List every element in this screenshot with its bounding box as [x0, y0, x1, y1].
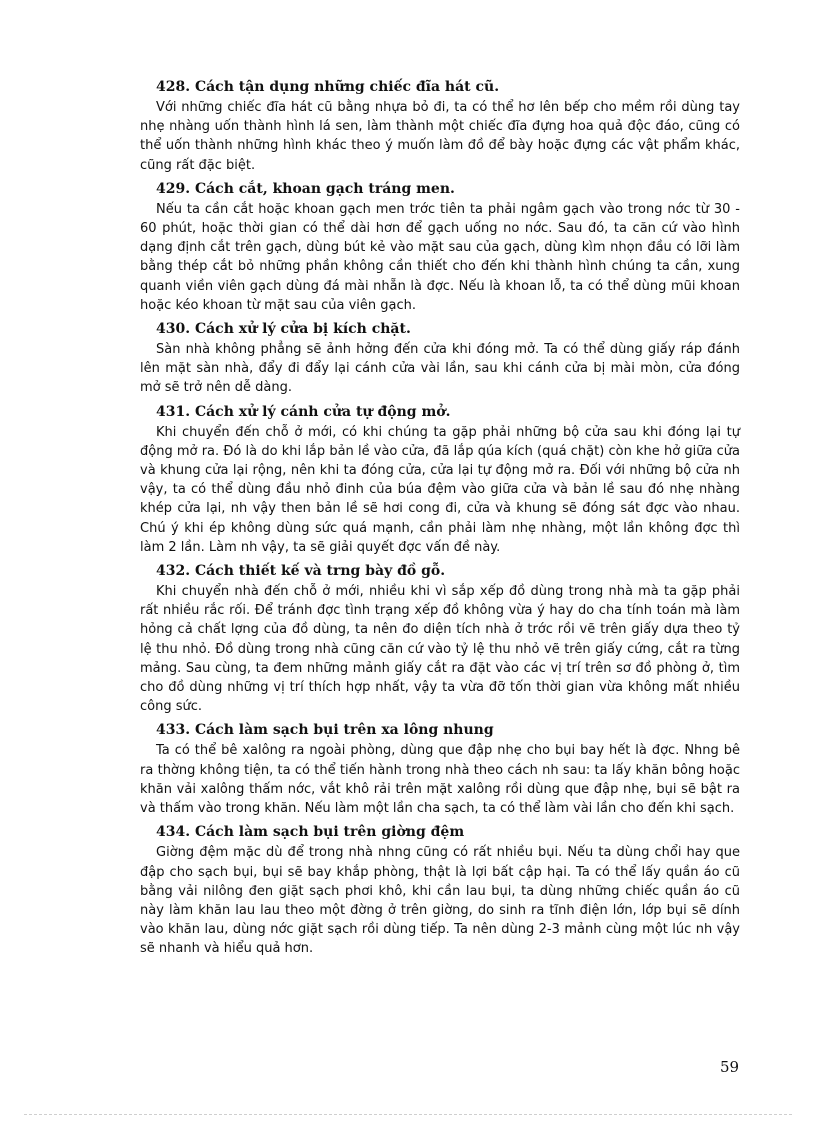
section-body-429: Nếu ta cần cắt hoặc khoan gạch men trớc tiên ta phải ngâm gạch vào trong nớc từ 30 - 60 phút, hoặc thời gian có thể dài hơn để gạch uống no nớc. Sau đó, ta căn cứ vào hình dạng định cắt trên gạch, dùng bút kẻ vào mặt sau của gạch, dùng kìm nhọn đầu có lỡi làm bằng thép cắt bỏ những phần không cần thiết cho đến khi thành hình chúng ta cần, xung quanh viền viên gạch dùng đá mài nhẵn là đợc. Nếu là khoan lỗ, ta có thể dùng mũi khoan hoặc kéo khoan từ mặt sau của viên gạch. — [140, 201, 740, 313]
section-body-433: Ta có thể bê xalông ra ngoài phòng, dùng que đập nhẹ cho bụi bay hết là đợc. Nhng bê ra thờng không tiện, ta có thể tiến hành trong nhà theo cách nh sau: ta lấy khăn bông hoặc khăn vải xalông thấm nớc, vắt khô rải trên mặt xalông rồi dùng que đập nhẹ, bụi sẽ bật ra và thấm vào trong khăn. Nếu làm một lần cha sạch, ta có thể làm vài lần cho đến khi sạch. — [140, 743, 740, 817]
section-body-434: Giờng đệm mặc dù để trong nhà nhng cũng có rất nhiều bụi. Nếu ta dùng chổi hay que đập cho sạch bụi, bụi sẽ bay khắp phòng, thật là lợi bất cập hại. Ta có thể lấy quần áo cũ bằng vải nilông đen giặt sạch phơi khô, khi cần lau bụi, ta dùng những chiếc quần áo cũ này làm khăn lau lau theo một đờng ở trên giờng, do sinh ra tĩnh điện lớn, lớp bụi sẽ dính vào khăn lau, dùng nớc giặt sạch rồi dùng tiếp. Ta nên dùng 2-3 mảnh cùng một lúc nh vậy sẽ nhanh và hiểu quả hơn. — [140, 845, 740, 957]
section-title-428: 428. Cách tận dụng những chiếc đĩa hát cũ. — [156, 79, 500, 95]
section-body-430: Sàn nhà không phẳng sẽ ảnh hởng đến cửa khi đóng mở. Ta có thể dùng giấy ráp đánh lên mặt sàn nhà, đẩy đi đẩy lại cánh cửa vài lần, sau khi cánh cửa bị mài mòn, cửa đóng mở sẽ trở nên dễ dàng. — [140, 342, 740, 396]
section-title-430: 430. Cách xử lý cửa bị kích chặt. — [156, 321, 411, 338]
section-title-429: 429. Cách cắt, khoan gạch tráng men. — [156, 180, 455, 197]
section-body-428: Với những chiếc đĩa hát cũ bằng nhựa bỏ đi, ta có thể hơ lên bếp cho mềm rồi dùng tay nhẹ nhàng uốn thành hình lá sen, làm thành một chiếc đĩa đựng hoa quả độc đáo, cũng có thể uốn thành những hình khác theo ý muốn làm đồ để bày hoặc đựng các vật phẩm khác, cũng rất đặc biệt. — [140, 100, 740, 173]
section-body-432: Khi chuyển nhà đến chỗ ở mới, nhiều khi vì sắp xếp đồ dùng trong nhà mà ta gặp phải rất nhiều rắc rối. Để tránh đợc tình trạng xếp đồ không vừa ý hay do cha tính toán mà làm hỏng cả chất lợng của đồ dùng, ta nên đo diện tích nhà ở trớc rồi vẽ trên giấy dựa theo tỷ lệ thu nhỏ. Đồ dùng trong nhà cũng căn cứ vào tỷ lệ thu nhỏ vẽ trên giấy cứng, cắt ra từng mảng. Sau cùng, ta đem những mảnh giấy cắt ra đặt vào các vị trí trên sơ đồ phòng ở, tìm cho đồ dùng những vị trí thích hợp nhất, vậy ta vừa đỡ tốn thời gian vừa không mất nhiều công sức. — [140, 584, 740, 715]
section-title-434: 434. Cách làm sạch bụi trên giờng đệm — [156, 824, 465, 841]
page-content — [140, 76, 740, 962]
page-number: 59 — [720, 1058, 740, 1076]
section-body-431: Khi chuyển đến chỗ ở mới, có khi chúng ta gặp phải những bộ cửa sau khi đóng lại tự động mở ra. Đó là do khi lắp bản lề vào cửa, đã lắp qúa kích (quá chặt) còn khe hở giữa cửa và khung cửa lại rộng, nên khi ta đóng cửa, cửa lại tự động mở ra. Đối với những bộ cửa nh vậy, ta có thể dùng đầu nhỏ đinh của búa đệm vào giữa cửa và bản lề sau đó nhẹ nhàng khép cửa lại, nh vậy then bản lề sẽ hơi cong đi, cửa và khung sẽ đóng sát đợc vào nhau. Chú ý khi ép không dùng sức quá mạnh, cần phải làm nhẹ nhàng, một lần không đợc thì làm 2 lần. Làm nh vậy, ta sẽ giải quyết đợc vấn đề này. — [140, 424, 740, 555]
section-title-432: 432. Cách thiết kế và trng bày đồ gỗ. — [156, 563, 446, 580]
section-title-431: 431. Cách xử lý cánh cửa tự động mở. — [156, 403, 451, 420]
section-title-433: 433. Cách làm sạch bụi trên xa lông nhung — [156, 722, 494, 739]
page-bottom-divider — [24, 1114, 792, 1115]
